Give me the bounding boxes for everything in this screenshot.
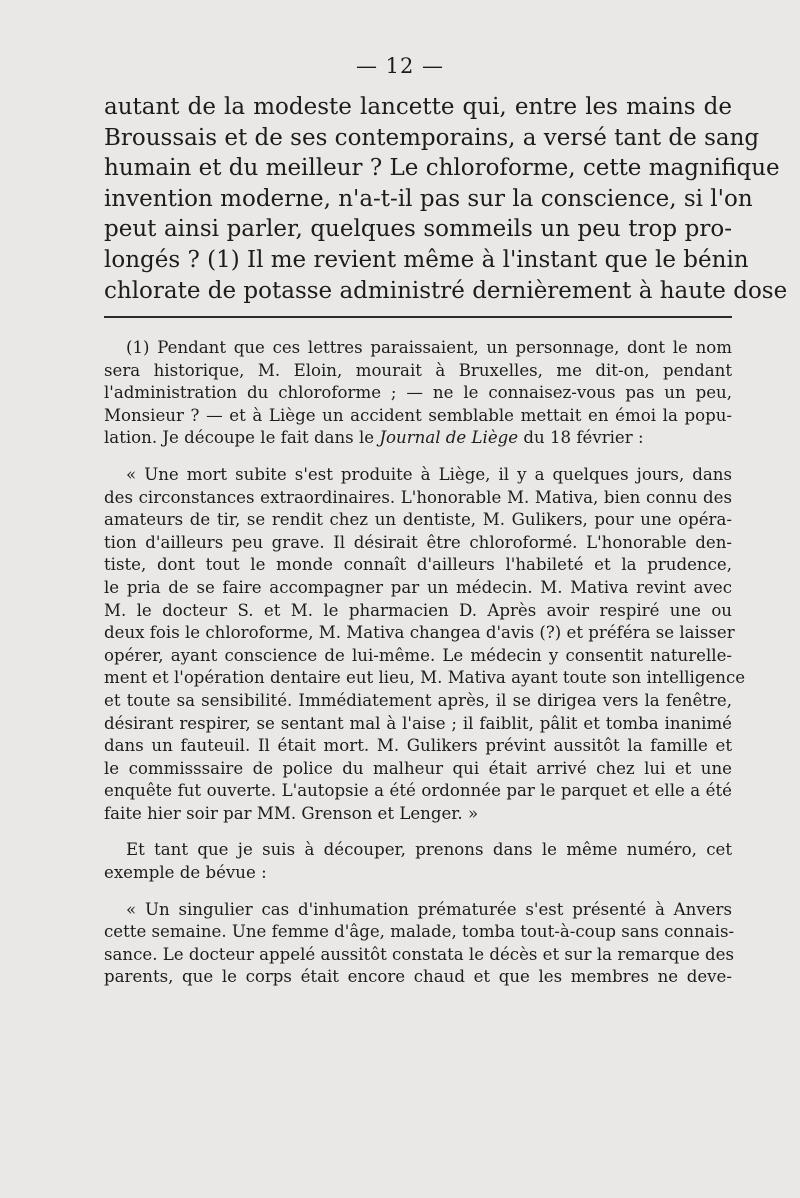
page-number: — 12 —: [355, 54, 445, 78]
footnote-line: exemple de bévue :: [104, 863, 267, 883]
footnote-line: l'administration du chloroforme ; — ne le connaisez-vous pas un peu,: [104, 383, 732, 403]
footnote-paragraph-2: [104, 464, 746, 826]
text-line: Broussais et de ses contemporains, a versé tant de sang: [104, 124, 760, 151]
text-line: peut ainsi parler, quelques sommeils un peu trop pro-: [104, 216, 732, 243]
footnote-line: parents, que le corps était encore chaud et que les membres ne deve-: [104, 967, 732, 987]
footnote-line: « Un singulier cas d'inhumation prématurée s'est présenté à Anvers: [126, 899, 732, 919]
footnote-line: tion d'ailleurs peu grave. Il désirait être chloroformé. L'honorable den-: [104, 532, 732, 552]
footnote-line: désirant respirer, se sentant mal à l'aise ; il faiblit, pâlit et tomba inanimé: [104, 713, 732, 733]
journal-title: Journal de Liège: [379, 428, 519, 448]
text-line: chlorate de potasse administré dernièrement à haute dose: [104, 277, 788, 304]
footnote-line: « Une mort subite s'est produite à Liège, il y a quelques jours, dans: [126, 464, 732, 484]
footnote-line: [104, 427, 732, 450]
footnote-line: tiste, dont tout le monde connaît d'ailleurs l'habileté et la prudence,: [104, 555, 732, 575]
footnote-line: deux fois le chloroforme, M. Mativa changea d'avis (?) et préféra se laisser: [104, 623, 735, 643]
footnote-line: sera historique, M. Eloin, mourait à Bruxelles, me dit-on, pendant: [104, 360, 732, 380]
footnote-line: faite hier soir par MM. Grenson et Lenger. »: [104, 803, 479, 823]
footnote-line: M. le docteur S. et M. le pharmacien D. Après avoir respiré une ou: [104, 600, 732, 620]
footnote-paragraph-4: [104, 899, 735, 989]
footnote-text: lation. Je découpe le fait dans le: [104, 428, 380, 448]
text-line: invention moderne, n'a-t-il pas sur la conscience, si l'on: [104, 185, 753, 212]
footnote-line: (1) Pendant que ces lettres paraissaient, un personnage, dont le nom: [126, 338, 732, 357]
text-line: longés ? (1) Il me revient même à l'instant que le bénin: [104, 246, 749, 273]
footnote-line: sance. Le docteur appelé aussitôt constata le décès et sur la remarque des: [104, 944, 734, 964]
text-line: autant de la modeste lancette qui, entre les mains de: [104, 94, 732, 120]
footnote-divider: [104, 316, 732, 318]
footnote-line: Et tant que je suis à découper, prenons dans le même numéro, cet: [126, 840, 732, 860]
footnote-line: le commisssaire de police du malheur qui était arrivé chez lui et une: [104, 758, 732, 778]
footnote-line: opérer, ayant conscience de lui-même. Le médecin y consentit naturelle-: [104, 645, 732, 665]
footnote: [104, 337, 746, 989]
footnote-paragraph-1: [104, 337, 732, 450]
footnote-line: ment et l'opération dentaire eut lieu, M. Mativa ayant toute son intelligence: [104, 668, 746, 688]
footnote-line: dans un fauteuil. Il était mort. M. Gulikers prévint aussitôt la famille et: [104, 736, 732, 756]
footnote-line: le pria de se faire accompagner par un médecin. M. Mativa revint avec: [104, 577, 732, 597]
footnote-line: amateurs de tir, se rendit chez un dentiste, M. Gulikers, pour une opéra-: [104, 510, 732, 530]
footnote-line: des circonstances extraordinaires. L'honorable M. Mativa, bien connu des: [104, 487, 732, 507]
footnote-line: cette semaine. Une femme d'âge, malade, tomba tout-à-coup sans connais-: [104, 922, 735, 942]
text-line: humain et du meilleur ? Le chloroforme, cette magnifique: [104, 155, 780, 182]
footnote-line: et toute sa sensibilité. Immédiatement après, il se dirigea vers la fenêtre,: [104, 690, 732, 710]
footnote-line: enquête fut ouverte. L'autopsie a été ordonnée par le parquet et elle a été: [104, 781, 732, 801]
footnote-paragraph-3: [104, 839, 732, 884]
footnote-text: du 18 février :: [518, 428, 644, 448]
footnote-line: Monsieur ? — et à Liège un accident semblable mettait en émoi la popu-: [104, 405, 732, 425]
main-text: [104, 92, 788, 306]
